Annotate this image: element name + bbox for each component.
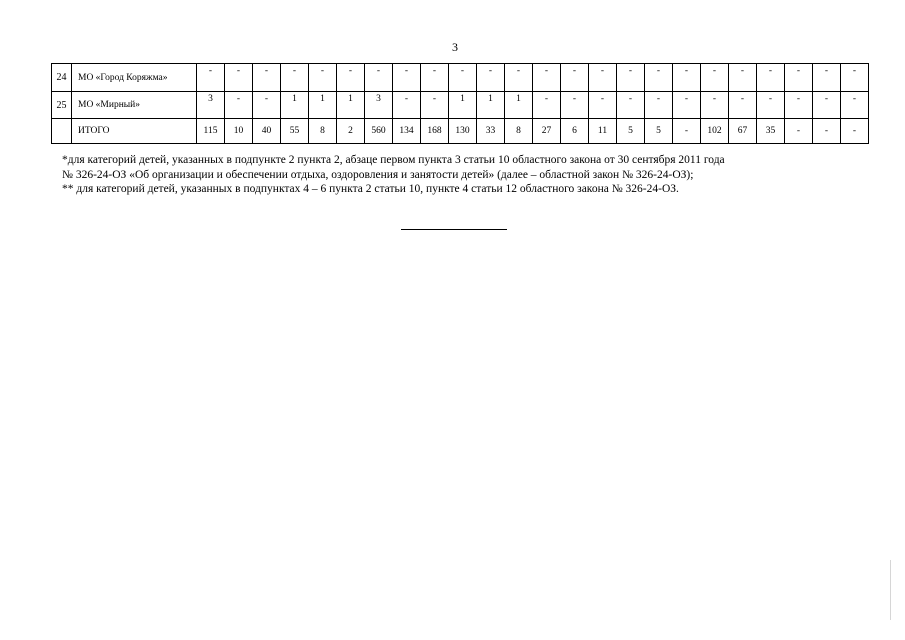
table-row xyxy=(52,92,869,119)
value-cell: - xyxy=(785,119,813,144)
page-number: 3 xyxy=(452,40,458,54)
value-cell: - xyxy=(393,64,421,92)
value-cell: - xyxy=(841,92,869,119)
row-number xyxy=(52,119,72,144)
value-cell: - xyxy=(589,64,617,92)
value-cell: 27 xyxy=(533,119,561,144)
value-cell: - xyxy=(365,64,393,92)
value-cell: - xyxy=(673,64,701,92)
value-cell: - xyxy=(673,119,701,144)
value-cell: 134 xyxy=(393,119,421,144)
value-cell: - xyxy=(281,64,309,92)
value-cell: 1 xyxy=(281,92,309,119)
footnote-line-3: ** для категорий детей, указанных в подпунктах 4 – 6 пункта 2 статьи 10, пункте 4 статьи 12 областного закона № 326-24-ОЗ. xyxy=(62,183,679,195)
value-cell: 168 xyxy=(421,119,449,144)
row-number: 25 xyxy=(52,92,72,119)
value-cell: - xyxy=(309,64,337,92)
value-cell: - xyxy=(757,64,785,92)
value-cell: 102 xyxy=(701,119,729,144)
value-cell: - xyxy=(813,92,841,119)
footnote-line-1: *для категорий детей, указанных в подпункте 2 пункта 2, абзаце первом пункта 3 статьи 10 областного закона от 30 сентября 2011 года xyxy=(62,154,725,166)
value-cell: - xyxy=(701,64,729,92)
value-cell: - xyxy=(645,92,673,119)
value-cell: - xyxy=(645,64,673,92)
value-cell: - xyxy=(449,64,477,92)
value-cell: - xyxy=(841,64,869,92)
value-cell: 1 xyxy=(505,92,533,119)
value-cell: 1 xyxy=(309,92,337,119)
value-cell: - xyxy=(337,64,365,92)
value-cell: - xyxy=(589,92,617,119)
value-cell: - xyxy=(393,92,421,119)
value-cell: - xyxy=(533,64,561,92)
value-cell: - xyxy=(785,92,813,119)
value-cell: - xyxy=(421,92,449,119)
value-cell: - xyxy=(729,64,757,92)
value-cell: - xyxy=(561,92,589,119)
value-cell: - xyxy=(617,64,645,92)
value-cell: - xyxy=(253,64,281,92)
value-cell: 10 xyxy=(225,119,253,144)
scan-edge-mark xyxy=(890,560,891,620)
value-cell: 6 xyxy=(561,119,589,144)
value-cell: - xyxy=(253,92,281,119)
value-cell: - xyxy=(729,92,757,119)
value-cell: - xyxy=(505,64,533,92)
footnotes xyxy=(62,153,862,197)
value-cell: 1 xyxy=(337,92,365,119)
value-cell: - xyxy=(813,64,841,92)
value-cell: 560 xyxy=(365,119,393,144)
row-number: 24 xyxy=(52,64,72,92)
value-cell: - xyxy=(757,92,785,119)
value-cell: - xyxy=(477,64,505,92)
value-cell: - xyxy=(617,92,645,119)
value-cell: - xyxy=(561,64,589,92)
value-cell: - xyxy=(841,119,869,144)
footnote-line-2: № 326-24-ОЗ «Об организации и обеспечении отдыха, оздоровления и занятости детей» (далее – областной закон № 326-24-ОЗ); xyxy=(62,168,694,181)
value-cell: 1 xyxy=(477,92,505,119)
value-cell: - xyxy=(673,92,701,119)
municipality-name: ИТОГО xyxy=(72,119,197,144)
value-cell: 33 xyxy=(477,119,505,144)
value-cell: 115 xyxy=(197,119,225,144)
value-cell: - xyxy=(813,119,841,144)
end-divider xyxy=(401,229,507,230)
value-cell: - xyxy=(785,64,813,92)
value-cell: 8 xyxy=(309,119,337,144)
value-cell: 67 xyxy=(729,119,757,144)
value-cell: 2 xyxy=(337,119,365,144)
value-cell: - xyxy=(197,64,225,92)
value-cell: - xyxy=(701,92,729,119)
value-cell: - xyxy=(225,64,253,92)
value-cell: 5 xyxy=(617,119,645,144)
value-cell: - xyxy=(421,64,449,92)
table-row xyxy=(52,64,869,92)
value-cell: - xyxy=(225,92,253,119)
value-cell: 40 xyxy=(253,119,281,144)
value-cell: 5 xyxy=(645,119,673,144)
value-cell: 11 xyxy=(589,119,617,144)
value-cell: 3 xyxy=(197,92,225,119)
value-cell: 55 xyxy=(281,119,309,144)
value-cell: 1 xyxy=(449,92,477,119)
total-row xyxy=(52,119,869,144)
value-cell: 35 xyxy=(757,119,785,144)
value-cell: 8 xyxy=(505,119,533,144)
value-cell: 130 xyxy=(449,119,477,144)
allocation-table xyxy=(51,63,869,144)
value-cell: - xyxy=(533,92,561,119)
value-cell: 3 xyxy=(365,92,393,119)
municipality-name: МО «Мирный» xyxy=(72,92,197,119)
municipality-name: МО «Город Коряжма» xyxy=(72,64,197,92)
